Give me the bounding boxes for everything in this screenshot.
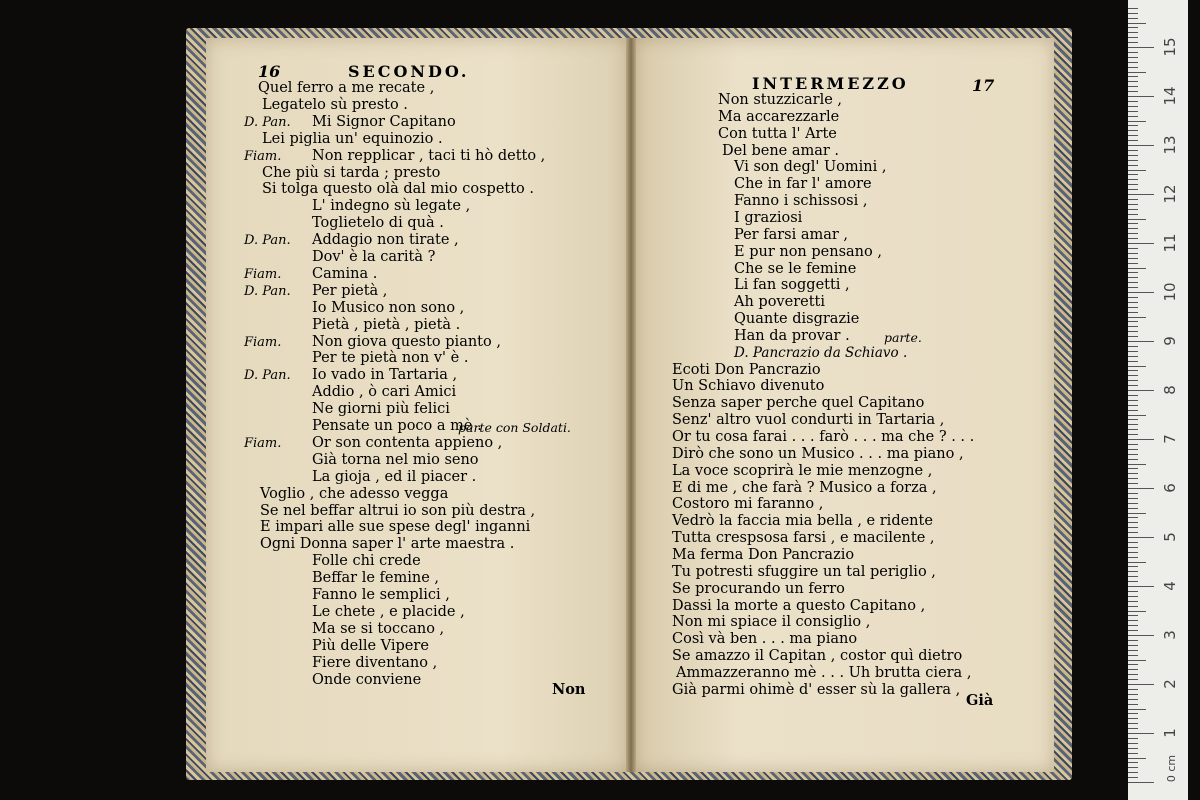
ruler-tick bbox=[1128, 380, 1138, 381]
verse-line: Beffar le femine , bbox=[312, 570, 440, 587]
ruler-tick bbox=[1128, 532, 1138, 533]
ruler-tick bbox=[1128, 674, 1138, 675]
verse-line: Voglio , che adesso vegga bbox=[260, 485, 449, 502]
ruler-tick bbox=[1128, 571, 1138, 572]
ruler-tick bbox=[1128, 302, 1138, 303]
ruler-tick bbox=[1128, 660, 1146, 661]
ruler-tick bbox=[1128, 165, 1138, 166]
ruler-tick bbox=[1128, 777, 1138, 778]
ruler-tick bbox=[1128, 444, 1138, 445]
ruler-tick bbox=[1128, 552, 1138, 553]
left-page-number: 16 bbox=[258, 62, 281, 81]
verse-line: Toglietelo di quà . bbox=[312, 215, 444, 232]
ruler-tick bbox=[1128, 189, 1138, 190]
verse-line: Del bene amar . bbox=[722, 142, 840, 159]
verse-line: Se procurando un ferro bbox=[672, 580, 845, 597]
ruler-tick bbox=[1128, 62, 1138, 63]
ruler-tick bbox=[1128, 375, 1138, 376]
ruler-tick bbox=[1128, 145, 1154, 146]
stage-direction: parte con Soldati. bbox=[458, 420, 571, 435]
ruler-tick bbox=[1128, 557, 1138, 558]
verse-line: L' indegno sù legate , bbox=[312, 198, 471, 215]
ruler-tick bbox=[1128, 664, 1138, 665]
ruler-tick bbox=[1128, 478, 1138, 479]
ruler-tick bbox=[1128, 733, 1154, 734]
ruler-tick bbox=[1128, 351, 1138, 352]
ruler-tick bbox=[1128, 366, 1146, 367]
ruler-tick bbox=[1128, 91, 1138, 92]
verse-line: Ma se si toccano , bbox=[312, 620, 445, 637]
book-gutter bbox=[626, 38, 636, 772]
ruler-tick bbox=[1128, 400, 1138, 401]
ruler-tick bbox=[1128, 356, 1138, 357]
ruler-number: 10 bbox=[1161, 282, 1179, 302]
ruler-tick bbox=[1128, 238, 1138, 239]
ruler-tick bbox=[1128, 101, 1138, 102]
ruler-tick bbox=[1128, 370, 1138, 371]
ruler-tick bbox=[1128, 620, 1138, 621]
ruler-tick bbox=[1128, 140, 1138, 141]
ruler-tick bbox=[1128, 8, 1138, 9]
ruler-tick bbox=[1128, 454, 1138, 455]
verse-line: Ma ferma Don Pancrazio bbox=[672, 546, 855, 563]
ruler-tick bbox=[1128, 650, 1138, 651]
ruler-number: 7 bbox=[1161, 434, 1179, 444]
ruler-tick bbox=[1128, 194, 1154, 195]
ruler-tick bbox=[1128, 718, 1138, 719]
verse-line: Li fan soggetti , bbox=[734, 277, 850, 294]
ruler-tick bbox=[1128, 346, 1138, 347]
ruler-tick bbox=[1128, 155, 1138, 156]
ruler-tick bbox=[1128, 630, 1138, 631]
verse-line: D. Pancrazio da Schiavo . bbox=[734, 344, 908, 361]
ruler-tick bbox=[1128, 184, 1138, 185]
ruler-tick bbox=[1128, 199, 1138, 200]
ruler-tick bbox=[1128, 292, 1154, 293]
ruler-tick bbox=[1128, 547, 1138, 548]
ruler-tick bbox=[1128, 439, 1154, 440]
verse-line: Per te pietà non v' è . bbox=[312, 350, 469, 367]
verse-line: Legatelo sù presto . bbox=[262, 96, 408, 113]
ruler-tick bbox=[1128, 689, 1138, 690]
ruler-tick bbox=[1128, 483, 1138, 484]
ruler-tick bbox=[1128, 243, 1154, 244]
stage-direction: parte. bbox=[884, 329, 922, 345]
ruler-tick bbox=[1128, 704, 1138, 705]
verse-line: Fanno le semplici , bbox=[312, 587, 450, 603]
verse-line: Più delle Vipere bbox=[312, 637, 429, 654]
ruler-tick bbox=[1128, 537, 1154, 538]
ruler-tick bbox=[1128, 679, 1138, 680]
speaker-label: D. Pan. bbox=[244, 114, 291, 130]
verse-line: I graziosi bbox=[734, 209, 803, 226]
ruler-number: 13 bbox=[1161, 135, 1179, 155]
ruler-tick bbox=[1128, 135, 1138, 136]
verse-line: Vi son degl' Uomini , bbox=[734, 159, 887, 176]
ruler-tick bbox=[1128, 121, 1146, 122]
ruler-tick bbox=[1128, 758, 1146, 759]
ruler-tick bbox=[1128, 233, 1138, 234]
ruler-tick bbox=[1128, 459, 1138, 460]
verse-line: Non repplicar , taci ti hò detto , bbox=[312, 147, 546, 164]
verse-line: Che in far l' amore bbox=[734, 176, 872, 193]
ruler-tick bbox=[1128, 37, 1138, 38]
ruler-tick bbox=[1128, 748, 1138, 749]
right-catchword: Già bbox=[966, 692, 994, 709]
ruler-tick bbox=[1128, 150, 1138, 151]
ruler-number: 15 bbox=[1161, 37, 1179, 57]
ruler-tick bbox=[1128, 508, 1138, 509]
speaker-label: Fiam. bbox=[244, 334, 282, 350]
speaker-label: Fiam. bbox=[244, 266, 282, 282]
verse-line: Tutta crespsosa farsi , e macilente , bbox=[672, 530, 935, 547]
ruler-tick bbox=[1128, 336, 1138, 337]
verse-line: Non giova questo pianto , bbox=[312, 333, 501, 350]
ruler-tick bbox=[1128, 341, 1154, 342]
ruler-tick bbox=[1128, 743, 1138, 744]
verse-line: Costoro mi faranno , bbox=[672, 496, 824, 513]
verse-line: Ne giorni più felici bbox=[312, 401, 450, 418]
verse-line: Ogni Donna saper l' arte maestra . bbox=[260, 536, 515, 553]
ruler-tick bbox=[1128, 517, 1138, 518]
ruler-tick bbox=[1128, 317, 1146, 318]
verse-line: Così và ben . . . ma piano bbox=[672, 631, 858, 648]
ruler-tick bbox=[1128, 326, 1138, 327]
ruler-tick bbox=[1128, 419, 1138, 420]
ruler-tick bbox=[1128, 42, 1138, 43]
verse-line: Non stuzzicarle , bbox=[718, 92, 843, 108]
verse-line: Han da provar . bbox=[734, 327, 850, 344]
ruler-tick bbox=[1128, 611, 1146, 612]
verse-line: Quel ferro a me recate , bbox=[258, 80, 435, 96]
ruler-tick bbox=[1128, 493, 1138, 494]
verse-line: Se amazzo il Capitan , costor quì dietro bbox=[672, 648, 963, 665]
verse-line: Io vado in Tartaria , bbox=[312, 367, 458, 384]
ruler-tick bbox=[1128, 214, 1138, 215]
ruler-tick bbox=[1128, 297, 1138, 298]
ruler-number: 5 bbox=[1161, 532, 1179, 542]
verse-line: Senza saper perche quel Capitano bbox=[672, 395, 925, 412]
verse-line: Pietà , pietà , pietà . bbox=[312, 316, 461, 333]
verse-line: Con tutta l' Arte bbox=[718, 125, 837, 142]
verse-line: Si tolga questo olà dal mio cospetto . bbox=[262, 181, 534, 198]
ruler-number: 14 bbox=[1161, 86, 1179, 106]
ruler-tick bbox=[1128, 615, 1138, 616]
ruler-tick bbox=[1128, 179, 1138, 180]
ruler-tick bbox=[1128, 738, 1138, 739]
verse-line: Addagio non tirate , bbox=[312, 232, 459, 249]
ruler-tick bbox=[1128, 96, 1154, 97]
speaker-label: Fiam. bbox=[244, 148, 282, 164]
ruler-tick bbox=[1128, 170, 1146, 171]
ruler-tick bbox=[1128, 527, 1138, 528]
ruler-tick bbox=[1128, 106, 1138, 107]
verse-line: E pur non pensano , bbox=[734, 243, 882, 260]
ruler-tick bbox=[1128, 390, 1154, 391]
ruler-tick bbox=[1128, 174, 1138, 175]
ruler-tick bbox=[1128, 513, 1146, 514]
ruler-tick bbox=[1128, 253, 1138, 254]
verse-line: Per farsi amar , bbox=[734, 226, 849, 243]
verse-line: Or tu cosa farai . . . farò . . . ma che ? . . . bbox=[672, 429, 975, 445]
ruler-tick bbox=[1128, 488, 1154, 489]
ruler-tick bbox=[1128, 645, 1138, 646]
ruler-tick bbox=[1128, 723, 1138, 724]
verse-line: Pensate un poco a mè . bbox=[312, 418, 482, 434]
ruler-tick bbox=[1128, 596, 1138, 597]
speaker-label: D. Pan. bbox=[244, 368, 291, 384]
ruler-tick bbox=[1128, 223, 1138, 224]
verse-line: Or son contenta appieno , bbox=[312, 434, 503, 451]
verse-line: Addio , ò cari Amici bbox=[312, 384, 457, 401]
left-catchword: Non bbox=[552, 681, 586, 698]
ruler-tick bbox=[1128, 782, 1154, 783]
ruler-tick bbox=[1128, 669, 1138, 670]
ruler-number: 4 bbox=[1161, 581, 1179, 591]
ruler-tick bbox=[1128, 57, 1138, 58]
ruler-tick bbox=[1128, 410, 1138, 411]
ruler-tick bbox=[1128, 405, 1138, 406]
ruler-number: 3 bbox=[1161, 630, 1179, 640]
verse-line: Fanno i schissosi , bbox=[734, 193, 868, 210]
ruler-tick bbox=[1128, 728, 1138, 729]
ruler-tick bbox=[1128, 429, 1138, 430]
ruler-tick bbox=[1128, 566, 1138, 567]
ruler-tick bbox=[1128, 385, 1138, 386]
ruler-tick bbox=[1128, 601, 1138, 602]
ruler-tick bbox=[1128, 76, 1138, 77]
verse-line: Senz' altro vuol condurti in Tartaria , bbox=[672, 412, 945, 429]
verse-line: Già torna nel mio seno bbox=[312, 451, 479, 468]
ruler-tick bbox=[1128, 625, 1138, 626]
ruler-tick bbox=[1128, 287, 1138, 288]
ruler-number: 12 bbox=[1161, 184, 1179, 204]
ruler-tick bbox=[1128, 640, 1138, 641]
ruler-tick bbox=[1128, 272, 1138, 273]
ruler-tick bbox=[1128, 562, 1146, 563]
verse-line: E impari alle sue spese degl' inganni bbox=[260, 519, 531, 536]
verse-line: Ecoti Don Pancrazio bbox=[672, 361, 821, 378]
right-running-head: INTERMEZZO bbox=[752, 74, 909, 93]
ruler-tick bbox=[1128, 47, 1154, 48]
ruler-tick bbox=[1128, 160, 1138, 161]
verse-line: Per pietà , bbox=[312, 282, 388, 299]
ruler-tick bbox=[1128, 606, 1138, 607]
measurement-ruler bbox=[1128, 0, 1188, 800]
ruler-tick bbox=[1128, 767, 1138, 768]
ruler-tick bbox=[1128, 498, 1138, 499]
ruler-tick bbox=[1128, 209, 1138, 210]
ruler-tick bbox=[1128, 434, 1138, 435]
ruler-tick bbox=[1128, 125, 1138, 126]
ruler-tick bbox=[1128, 635, 1154, 636]
ruler-tick bbox=[1128, 699, 1138, 700]
ruler-tick bbox=[1128, 268, 1146, 269]
ruler-tick bbox=[1128, 130, 1138, 131]
ruler-unit: 0 cm bbox=[1165, 754, 1179, 783]
verse-line: Tu potresti sfuggire un tal periglio , bbox=[672, 563, 936, 580]
ruler-tick bbox=[1128, 111, 1138, 112]
ruler-tick bbox=[1128, 18, 1138, 19]
ruler-tick bbox=[1128, 586, 1154, 587]
ruler-tick bbox=[1128, 684, 1154, 685]
ruler-tick bbox=[1128, 67, 1138, 68]
ruler-tick bbox=[1128, 449, 1138, 450]
ruler-tick bbox=[1128, 694, 1138, 695]
ruler-number: 1 bbox=[1161, 728, 1179, 738]
ruler-tick bbox=[1128, 468, 1138, 469]
ruler-tick bbox=[1128, 204, 1138, 205]
ruler-tick bbox=[1128, 23, 1146, 24]
verse-line: Che se le femine bbox=[734, 260, 857, 277]
ruler-tick bbox=[1128, 464, 1146, 465]
ruler-tick bbox=[1128, 219, 1146, 220]
ruler-tick bbox=[1128, 263, 1138, 264]
ruler-tick bbox=[1128, 762, 1138, 763]
ruler-tick bbox=[1128, 772, 1138, 773]
ruler-tick bbox=[1128, 277, 1138, 278]
ruler-number: 9 bbox=[1161, 336, 1179, 346]
verse-line: La gioja , ed il piacer . bbox=[312, 468, 477, 485]
verse-line: Le chete , e placide , bbox=[312, 603, 465, 620]
ruler-tick bbox=[1128, 81, 1138, 82]
ruler-tick bbox=[1128, 27, 1138, 28]
ruler-tick bbox=[1128, 581, 1138, 582]
verse-line: Che più si tarda ; presto bbox=[262, 164, 441, 181]
verse-line: Folle chi crede bbox=[312, 553, 421, 570]
ruler-tick bbox=[1128, 52, 1138, 53]
ruler-tick bbox=[1128, 655, 1138, 656]
ruler-tick bbox=[1128, 282, 1138, 283]
ruler-tick bbox=[1128, 321, 1138, 322]
ruler-tick bbox=[1128, 415, 1146, 416]
verse-line: Mi Signor Capitano bbox=[312, 113, 456, 130]
ruler-tick bbox=[1128, 503, 1138, 504]
verse-line: La voce scoprirà le mie menzogne , bbox=[672, 462, 933, 479]
ruler-tick bbox=[1128, 116, 1138, 117]
verse-line: Ma accarezzarle bbox=[718, 108, 840, 125]
left-running-head: SECONDO. bbox=[348, 62, 470, 81]
ruler-tick bbox=[1128, 395, 1138, 396]
ruler-tick bbox=[1128, 361, 1138, 362]
speaker-label: D. Pan. bbox=[244, 233, 291, 249]
ruler-tick bbox=[1128, 591, 1138, 592]
verse-line: Già parmi ohimè d' esser sù la gallera , bbox=[672, 681, 961, 698]
ruler-tick bbox=[1128, 312, 1138, 313]
ruler-tick bbox=[1128, 72, 1146, 73]
ruler-tick bbox=[1128, 258, 1138, 259]
speaker-label: D. Pan. bbox=[244, 283, 291, 299]
right-page-number: 17 bbox=[972, 76, 995, 95]
ruler-number: 11 bbox=[1161, 233, 1179, 253]
ruler-tick bbox=[1128, 13, 1138, 14]
ruler-number: 6 bbox=[1161, 483, 1179, 493]
verse-line: Camina . bbox=[312, 265, 378, 282]
verse-line: Onde conviene bbox=[312, 671, 422, 688]
ruler-number: 2 bbox=[1161, 679, 1179, 689]
verse-line: Fiere diventano , bbox=[312, 654, 438, 671]
verse-line: Un Schiavo divenuto bbox=[672, 378, 825, 395]
verse-line: Ah poveretti bbox=[734, 294, 826, 311]
verse-line: Vedrò la faccia mia bella , e ridente bbox=[672, 513, 933, 530]
verse-line: Io Musico non sono , bbox=[312, 299, 465, 316]
verse-line: Dassi la morte a questo Capitano , bbox=[672, 597, 926, 614]
verse-line: E di me , che farà ? Musico a forza , bbox=[672, 479, 937, 496]
ruler-number: 8 bbox=[1161, 385, 1179, 395]
verse-line: Se nel beffar altrui io son più destra , bbox=[260, 502, 536, 519]
verse-line: Quante disgrazie bbox=[734, 311, 860, 328]
verse-line: Lei piglia un' equinozio . bbox=[262, 130, 443, 147]
ruler-tick bbox=[1128, 228, 1138, 229]
speaker-label: Fiam. bbox=[244, 435, 282, 451]
ruler-tick bbox=[1128, 473, 1138, 474]
ruler-tick bbox=[1128, 542, 1138, 543]
ruler-tick bbox=[1128, 709, 1146, 710]
verse-line: Non mi spiace il consiglio , bbox=[672, 614, 871, 631]
ruler-tick bbox=[1128, 331, 1138, 332]
verse-line: Ammazzeranno mè . . . Uh brutta ciera , bbox=[676, 664, 972, 681]
verse-line: Dirò che sono un Musico . . . ma piano , bbox=[672, 445, 964, 462]
ruler-tick bbox=[1128, 307, 1138, 308]
ruler-tick bbox=[1128, 753, 1138, 754]
verse-line: Dov' è la carità ? bbox=[312, 249, 436, 265]
ruler-tick bbox=[1128, 522, 1138, 523]
ruler-tick bbox=[1128, 32, 1138, 33]
ruler-tick bbox=[1128, 576, 1138, 577]
ruler-tick bbox=[1128, 713, 1138, 714]
ruler-tick bbox=[1128, 86, 1138, 87]
ruler-tick bbox=[1128, 424, 1138, 425]
ruler-tick bbox=[1128, 248, 1138, 249]
